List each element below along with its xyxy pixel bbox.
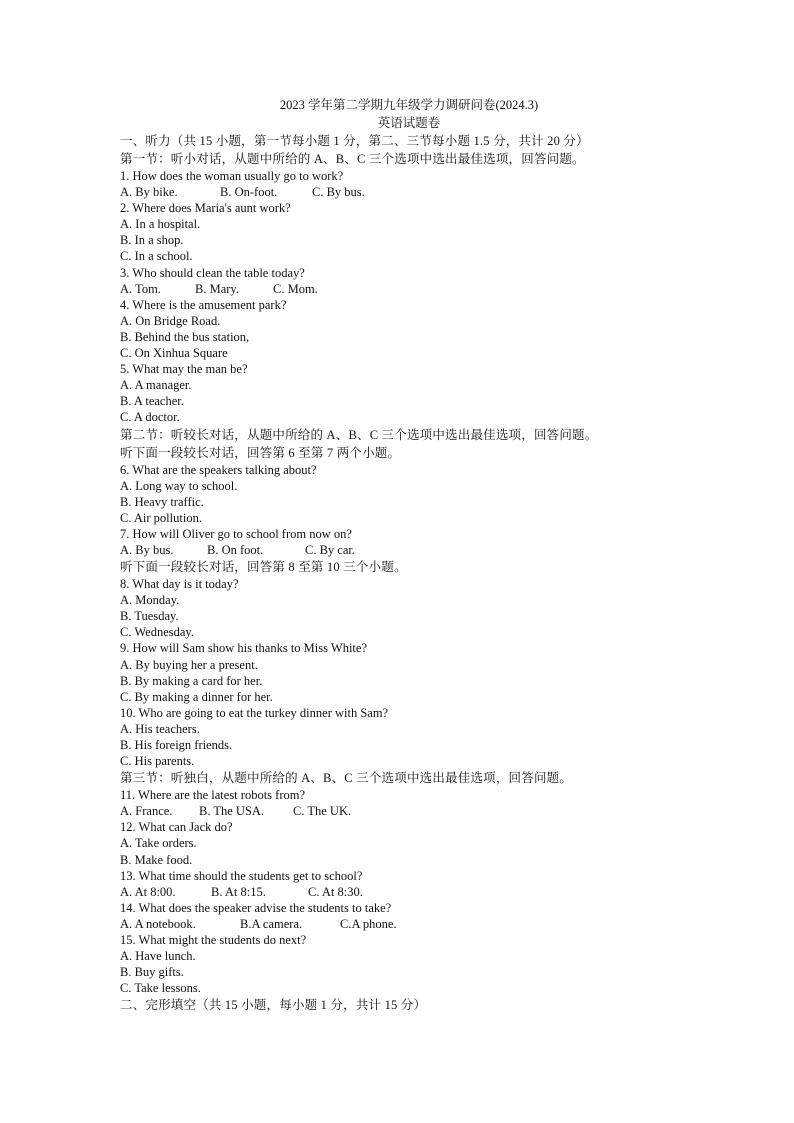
question-6: 6. What are the speakers talking about?: [120, 462, 317, 477]
option-c: C. Air pollution.: [120, 510, 202, 525]
part2-subheading-2: 听下面一段较长对话，回答第 8 至第 10 三个小题。: [120, 560, 407, 575]
question-14: 14. What does the speaker advise the students to take?: [120, 900, 392, 915]
option-a: A. Monday.: [120, 593, 180, 608]
option-c: C. Wednesday.: [120, 625, 194, 640]
option-c: C. The UK.: [293, 804, 352, 819]
option-c: C. By making a dinner for her.: [120, 689, 273, 704]
option-b: B. In a shop.: [120, 233, 184, 248]
question-3: 3. Who should clean the table today?: [120, 265, 305, 280]
option-a: A. Tom.: [120, 281, 161, 296]
section2-heading: 二、完形填空（共 15 小题，每小题 1 分，共计 15 分）: [120, 998, 427, 1013]
question-14-options: [120, 916, 680, 932]
option-c: C. Mom.: [273, 281, 318, 296]
option-a: A. Long way to school.: [120, 478, 238, 493]
option-a: A. His teachers.: [120, 721, 200, 736]
question-1-options: [120, 184, 680, 200]
part2-heading: 第二节：听较长对话，从题中所给的 A、B、C 三个选项中选出最佳选项，回答问题。: [120, 427, 598, 442]
option-c: C. His parents.: [120, 754, 195, 769]
part3-heading: 第三节：听独白，从题中所给的 A、B、C 三个选项中选出最佳选项，回答问题。: [120, 771, 573, 786]
exam-subtitle: 英语试题卷: [377, 116, 441, 130]
question-9: 9. How will Sam show his thanks to Miss White?: [120, 641, 367, 656]
question-3-options: [120, 281, 680, 297]
option-b: B. Mary.: [195, 281, 239, 296]
question-2: 2. Where does Maria's aunt work?: [120, 201, 291, 216]
question-8: 8. What day is it today?: [120, 577, 239, 592]
question-12: 12. What can Jack do?: [120, 820, 233, 835]
part2-subheading-1: 听下面一段较长对话，回答第 6 至第 7 两个小题。: [120, 445, 401, 460]
option-a: A. A notebook.: [120, 916, 196, 931]
option-a: A. At 8:00.: [120, 884, 176, 899]
option-c: C. In a school.: [120, 249, 193, 264]
option-a: A. Take orders.: [120, 836, 197, 851]
option-c: C. At 8:30.: [308, 884, 363, 899]
section1-heading: 一、听力（共 15 小题，第一节每小题 1 分，第二、三节每小题 1.5 分，共计 20 分）: [120, 134, 589, 148]
part1-heading: 第一节：听小对话，从题中所给的 A、B、C 三个选项中选出最佳选项，回答问题。: [120, 152, 585, 166]
option-b: B. Heavy traffic.: [120, 494, 204, 509]
exam-content: [120, 96, 680, 1014]
option-b: B. Tuesday.: [120, 609, 179, 624]
option-c: C. By bus.: [312, 185, 365, 200]
option-c: C. A doctor.: [120, 410, 180, 425]
question-11: 11. Where are the latest robots from?: [120, 788, 305, 803]
option-a: A. By buying her a present.: [120, 657, 258, 672]
question-7-options: [120, 542, 680, 558]
option-b: B. At 8:15.: [211, 884, 266, 899]
question-13: 13. What time should the students get to school?: [120, 868, 363, 883]
option-a: A. A manager.: [120, 378, 192, 393]
question-15: 15. What might the students do next?: [120, 933, 307, 948]
option-b: B. A teacher.: [120, 394, 184, 409]
question-13-options: [120, 884, 680, 900]
question-10: 10. Who are going to eat the turkey dinner with Sam?: [120, 705, 389, 720]
option-a: A. On Bridge Road.: [120, 313, 221, 328]
option-b: B. On foot.: [207, 542, 264, 557]
option-a: A. By bus.: [120, 542, 174, 557]
question-1: 1. How does the woman usually go to work?: [120, 169, 344, 183]
option-b: B. On-foot.: [220, 185, 278, 200]
question-7: 7. How will Oliver go to school from now on?: [120, 526, 352, 541]
option-a: A. By bike.: [120, 185, 178, 200]
option-b: B. Behind the bus station,: [120, 329, 250, 344]
option-b: B. Make food.: [120, 852, 193, 867]
question-4: 4. Where is the amusement park?: [120, 297, 287, 312]
option-b: B. His foreign friends.: [120, 738, 233, 752]
option-b: B. Buy gifts.: [120, 965, 184, 980]
option-c: C. Take lessons.: [120, 981, 201, 996]
option-c: C.A phone.: [340, 916, 397, 931]
question-11-options: [120, 803, 680, 819]
question-5: 5. What may the man be?: [120, 362, 248, 377]
exam-title: 2023 学年第二学期九年级学力调研问卷(2024.3): [279, 98, 539, 112]
option-c: C. By car.: [305, 542, 355, 557]
option-a: A. France.: [120, 804, 173, 819]
option-a: A. In a hospital.: [120, 217, 201, 232]
option-b: B. By making a card for her.: [120, 673, 263, 688]
option-a: A. Have lunch.: [120, 949, 196, 964]
option-b: B.A camera.: [240, 916, 303, 931]
option-c: C. On Xinhua Square: [120, 346, 228, 361]
option-b: B. The USA.: [199, 804, 265, 819]
